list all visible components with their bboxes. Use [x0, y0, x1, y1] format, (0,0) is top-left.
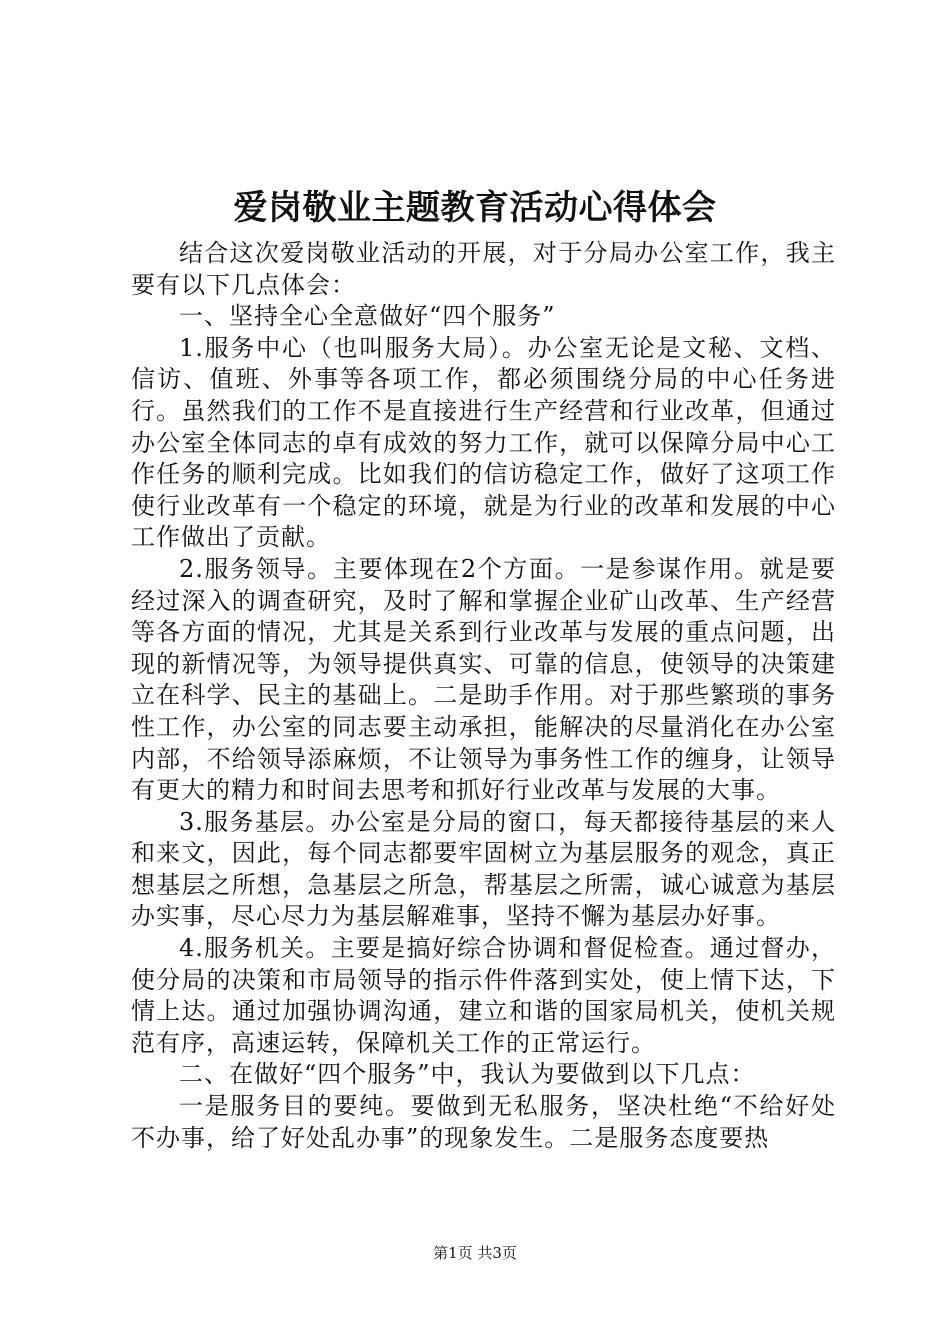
paragraph-service-leadership: 2.服务领导。主要体现在2个方面。一是参谋作用。就是要经过深入的调查研究，及时了解和掌握企业矿山改革、生产经营等各方面的情况，尤其是关系到行业改革与发展的重点问题，出现的新情况等，为领导提供真实、可靠的信息，使领导的决策建立在科学、民主的基础上。二是助手作用。对于那些繁琐的事务性工作，办公室的同志要主动承担，能解决的尽量消化在办公室内部，不给领导添麻烦，不让领导为事务性工作的缠身，让领导有更大的精力和时间去思考和抓好行业改革与发展的大事。 — [131, 554, 836, 805]
paragraph-service-points: 一是服务目的要纯。要做到无私服务，坚决杜绝“不给好处不办事，给了好处乱办事”的现象发生。二是服务态度要热 — [131, 1092, 836, 1152]
section-heading-two: 二、在做好“四个服务”中，我认为要做到以下几点： — [179, 1060, 756, 1089]
page-footer: 第1页 共3页 — [433, 1244, 517, 1262]
paragraph-intro: 结合这次爱岗敬业活动的开展，对于分局办公室工作，我主要有以下几点体会： — [131, 239, 836, 299]
document-body — [131, 238, 836, 1154]
document-title: 爱岗敬业主题教育活动心得体会 — [233, 188, 717, 228]
paragraph-service-grassroots: 3.服务基层。办公室是分局的窗口，每天都接待基层的来人和来文，因此，每个同志都要牢固树立为基层服务的观念，真正想基层之所想，急基层之所急，帮基层之所需，诚心诚意为基层办实事，尽心尽力为基层解难事，坚持不懈为基层办好事。 — [131, 807, 836, 931]
paragraph-service-center: 1.服务中心（也叫服务大局）。办公室无论是文秘、文档、信访、值班、外事等各项工作，都必须围绕分局的中心任务进行。虽然我们的工作不是直接进行生产经营和行业改革，但通过办公室全体同志的卓有成效的努力工作，就可以保障分局中心工作任务的顺利完成。比如我们的信访稳定工作，做好了这项工作使行业改革有一个稳定的环境，就是为行业的改革和发展的中心工作做出了贡献。 — [131, 333, 836, 552]
paragraph-service-organs: 4.服务机关。主要是搞好综合协调和督促检查。通过督办，使分局的决策和市局领导的指示件件落到实处，使上情下达，下情上达。通过加强协调沟通，建立和谐的国家局机关，使机关规范有序，高速运转，保障机关工作的正常运行。 — [131, 934, 836, 1057]
section-heading-one: 一、坚持全心全意做好“四个服务” — [179, 302, 556, 331]
